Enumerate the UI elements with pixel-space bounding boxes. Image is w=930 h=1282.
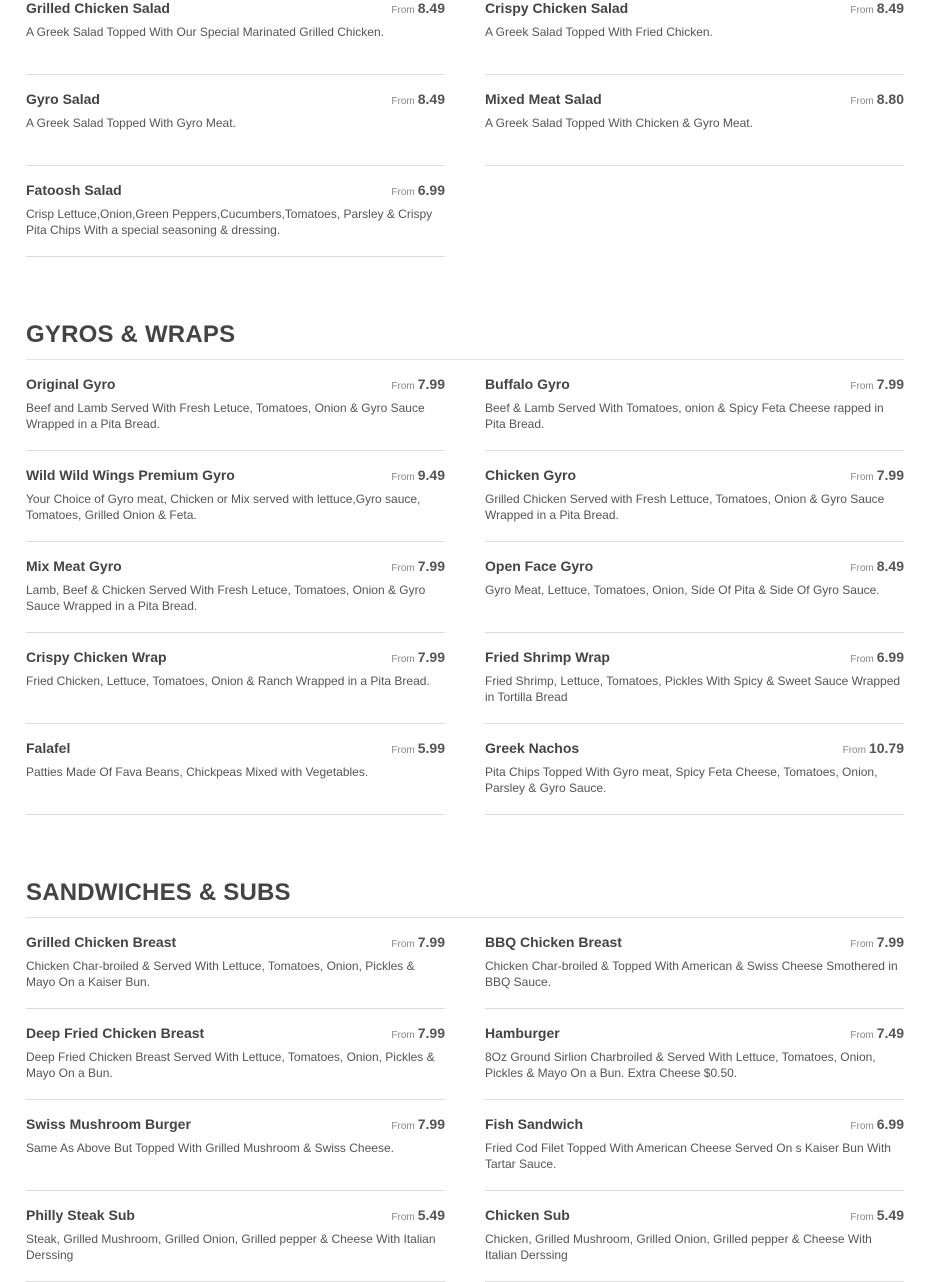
menu-item-name[interactable]: Fatoosh Salad <box>26 182 122 198</box>
menu-item-description: Lamb, Beef & Chicken Served With Fresh Letuce, Tomatoes, Onion & Gyro Sauce Wrapped in a Pita Bread. <box>26 583 426 613</box>
menu-item[interactable] <box>26 360 445 451</box>
price-value: 7.99 <box>417 558 445 574</box>
menu-item[interactable] <box>485 542 904 633</box>
price-from-label: From <box>850 654 874 665</box>
menu-item[interactable] <box>26 724 445 815</box>
menu-item-description: Beef & Lamb Served With Tomatoes, onion & Spicy Feta Cheese rapped in Pita Bread. <box>485 401 884 431</box>
menu-item-description: Crisp Lettuce,Onion,Green Peppers,Cucumbers,Tomatoes, Parsley & Crispy Pita Chips With a special seasoning & dressing. <box>26 207 433 237</box>
menu-item-price <box>391 0 445 19</box>
menu-item-description: Fried Shrimp, Lettuce, Tomatoes, Pickles With Spicy & Sweet Sauce Wrapped in Tortilla Bread <box>485 674 901 704</box>
price-value: 7.99 <box>876 467 904 483</box>
menu-item-name[interactable]: Chicken Gyro <box>485 467 577 483</box>
menu-item-price <box>850 1116 904 1135</box>
menu-item-description: Patties Made Of Fava Beans, Chickpeas Mixed with Vegetables. <box>26 765 369 779</box>
menu-item-name[interactable]: Mixed Meat Salad <box>485 91 602 107</box>
price-value: 8.49 <box>417 0 445 16</box>
menu-item-description: Chicken, Grilled Mushroom, Grilled Onion, Grilled pepper & Cheese With Italian Derssing <box>485 1232 872 1262</box>
section-spacer <box>26 257 904 317</box>
menu-item-description: 8Oz Ground Sirlion Charbroiled & Served With Lettuce, Tomatoes, Onion, Pickles & Mayo On a Bun. Extra Cheese $0.50. <box>485 1050 876 1080</box>
menu-item-price <box>391 376 445 395</box>
menu-item-price <box>391 467 445 486</box>
menu-item[interactable] <box>485 724 904 815</box>
menu-section-gyros <box>26 257 904 815</box>
menu-item[interactable] <box>26 451 445 542</box>
menu-item[interactable] <box>485 1191 904 1282</box>
price-value: 7.99 <box>417 649 445 665</box>
price-from-label: From <box>850 1121 874 1132</box>
price-from-label: From <box>391 1030 415 1041</box>
menu-item-name[interactable]: Fish Sandwich <box>485 1116 584 1132</box>
menu-item-name[interactable]: Hamburger <box>485 1025 560 1041</box>
menu-item-price <box>843 740 904 759</box>
menu-item-description: A Greek Salad Topped With Fried Chicken. <box>485 25 713 39</box>
menu-item-name[interactable]: Chicken Sub <box>485 1207 570 1223</box>
menu-item[interactable] <box>485 451 904 542</box>
menu-item-price <box>850 558 904 577</box>
menu-item[interactable] <box>26 1100 445 1191</box>
menu-item[interactable] <box>485 1009 904 1100</box>
menu-item-grid <box>26 918 904 1282</box>
menu-item-price <box>391 740 445 759</box>
menu-item-name[interactable]: Original Gyro <box>26 376 116 392</box>
menu-item-description: Chicken Char-broiled & Served With Lettuce, Tomatoes, Onion, Pickles & Mayo On a Kaiser Bun. <box>26 959 415 989</box>
menu-item-price <box>850 91 904 110</box>
menu-item-name[interactable]: Philly Steak Sub <box>26 1207 135 1223</box>
price-value: 6.99 <box>876 1116 904 1132</box>
menu-item[interactable] <box>485 75 904 166</box>
price-value: 5.49 <box>417 1207 445 1223</box>
price-value: 8.49 <box>876 558 904 574</box>
menu-item-price <box>850 1025 904 1044</box>
price-value: 6.99 <box>417 182 445 198</box>
price-value: 7.99 <box>417 1116 445 1132</box>
price-from-label: From <box>850 5 874 16</box>
menu-item-price <box>391 649 445 668</box>
menu <box>26 0 904 1282</box>
menu-item[interactable] <box>485 360 904 451</box>
menu-item-name[interactable]: Crispy Chicken Wrap <box>26 649 167 665</box>
price-value: 5.49 <box>876 1207 904 1223</box>
price-value: 10.79 <box>868 740 904 756</box>
menu-item-name[interactable]: Deep Fried Chicken Breast <box>26 1025 205 1041</box>
price-value: 5.99 <box>417 740 445 756</box>
price-from-label: From <box>391 1212 415 1223</box>
price-from-label: From <box>391 939 415 950</box>
price-from-label: From <box>850 96 874 107</box>
menu-item-price <box>850 934 904 953</box>
menu-item-description: Beef and Lamb Served With Fresh Letuce, Tomatoes, Onion & Gyro Sauce Wrapped in a Pita Bread. <box>26 401 425 431</box>
price-value: 7.99 <box>876 376 904 392</box>
menu-item-price <box>850 467 904 486</box>
price-from-label: From <box>850 381 874 392</box>
menu-item-name[interactable]: Mix Meat Gyro <box>26 558 122 574</box>
section-title: GYROS & WRAPS <box>26 317 904 360</box>
menu-section-salads <box>26 0 904 257</box>
price-value: 7.99 <box>876 934 904 950</box>
price-from-label: From <box>850 1212 874 1223</box>
price-from-label: From <box>391 745 415 756</box>
menu-item-description: Steak, Grilled Mushroom, Grilled Onion, Grilled pepper & Cheese With Italian Derssing <box>26 1232 436 1262</box>
menu-item-price <box>850 0 904 19</box>
menu-item-description: Your Choice of Gyro meat, Chicken or Mix served with lettuce,Gyro sauce, Tomatoes, Grilled Onion & Feta. <box>26 492 421 522</box>
menu-item-price <box>391 558 445 577</box>
section-spacer <box>26 815 904 875</box>
price-from-label: From <box>391 381 415 392</box>
menu-item-name[interactable]: Grilled Chicken Breast <box>26 934 177 950</box>
menu-item-price <box>391 934 445 953</box>
price-value: 6.99 <box>876 649 904 665</box>
menu-item-name[interactable]: Wild Wild Wings Premium Gyro <box>26 467 235 483</box>
menu-item-description: Chicken Char-broiled & Topped With American & Swiss Cheese Smothered in BBQ Sauce. <box>485 959 898 989</box>
price-value: 7.99 <box>417 1025 445 1041</box>
price-from-label: From <box>391 187 415 198</box>
menu-item[interactable] <box>485 633 904 724</box>
price-value: 9.49 <box>417 467 445 483</box>
price-from-label: From <box>391 654 415 665</box>
menu-item[interactable] <box>485 1100 904 1191</box>
menu-item-name[interactable]: Gyro Salad <box>26 91 100 107</box>
menu-item-description: Deep Fried Chicken Breast Served With Lettuce, Tomatoes, Onion, Pickles & Mayo On a Bun. <box>26 1050 435 1080</box>
menu-item-name[interactable]: Grilled Chicken Salad <box>26 0 170 16</box>
menu-item-price <box>850 649 904 668</box>
menu-item-name[interactable]: Fried Shrimp Wrap <box>485 649 610 665</box>
menu-section-sandwiches <box>26 815 904 1282</box>
price-from-label: From <box>391 472 415 483</box>
price-from-label: From <box>850 1030 874 1041</box>
menu-item[interactable] <box>26 0 445 75</box>
price-from-label: From <box>391 5 415 16</box>
menu-item-description: A Greek Salad Topped With Our Special Marinated Grilled Chicken. <box>26 25 384 39</box>
menu-item-price <box>850 1207 904 1226</box>
menu-item-name[interactable]: BBQ Chicken Breast <box>485 934 622 950</box>
menu-item-description: Fried Chicken, Lettuce, Tomatoes, Onion & Ranch Wrapped in a Pita Bread. <box>26 674 430 688</box>
menu-item-grid <box>26 0 904 257</box>
price-from-label: From <box>850 563 874 574</box>
price-value: 8.49 <box>417 91 445 107</box>
section-title: SANDWICHES & SUBS <box>26 875 904 918</box>
menu-item-name[interactable]: Buffalo Gyro <box>485 376 570 392</box>
price-from-label: From <box>850 939 874 950</box>
menu-item-grid <box>26 360 904 815</box>
menu-item-name[interactable]: Open Face Gyro <box>485 558 594 574</box>
menu-item-description: A Greek Salad Topped With Chicken & Gyro Meat. <box>485 116 753 130</box>
menu-item-price <box>391 91 445 110</box>
menu-item-description: Gyro Meat, Lettuce, Tomatoes, Onion, Side Of Pita & Side Of Gyro Sauce. <box>485 583 880 597</box>
price-value: 7.49 <box>876 1025 904 1041</box>
menu-item-name[interactable]: Swiss Mushroom Burger <box>26 1116 191 1132</box>
menu-item[interactable] <box>26 1009 445 1100</box>
price-from-label: From <box>850 472 874 483</box>
price-value: 7.99 <box>417 376 445 392</box>
menu-item[interactable] <box>26 1191 445 1282</box>
price-value: 8.49 <box>876 0 904 16</box>
menu-item[interactable] <box>26 542 445 633</box>
price-from-label: From <box>391 1121 415 1132</box>
menu-item-description: Grilled Chicken Served with Fresh Lettuce, Tomatoes, Onion & Gyro Sauce Wrapped in a Pita Bread. <box>485 492 885 522</box>
price-from-label: From <box>842 745 866 756</box>
menu-item-price <box>391 1116 445 1135</box>
price-from-label: From <box>391 96 415 107</box>
menu-item-price <box>391 182 445 201</box>
price-from-label: From <box>391 563 415 574</box>
menu-item-name[interactable]: Crispy Chicken Salad <box>485 0 629 16</box>
menu-item-description: Same As Above But Topped With Grilled Mushroom & Swiss Cheese. <box>26 1141 394 1155</box>
menu-item-price <box>391 1207 445 1226</box>
menu-item[interactable] <box>26 633 445 724</box>
menu-item[interactable] <box>485 0 904 75</box>
menu-item[interactable] <box>26 918 445 1009</box>
menu-item-description: Fried Cod Filet Topped With American Cheese Served On s Kaiser Bun With Tartar Sauce. <box>485 1141 891 1171</box>
menu-item-description: Pita Chips Topped With Gyro meat, Spicy Feta Cheese, Tomatoes, Onion, Parsley & Gyro Sauce. <box>485 765 878 795</box>
menu-item-description: A Greek Salad Topped With Gyro Meat. <box>26 116 236 130</box>
menu-item-price <box>850 376 904 395</box>
menu-item-price <box>391 1025 445 1044</box>
price-value: 8.80 <box>876 91 904 107</box>
price-value: 7.99 <box>417 934 445 950</box>
menu-item[interactable] <box>26 75 445 166</box>
menu-item-name[interactable]: Falafel <box>26 740 71 756</box>
menu-item-name[interactable]: Greek Nachos <box>485 740 580 756</box>
menu-item[interactable] <box>485 918 904 1009</box>
menu-item[interactable] <box>26 166 445 257</box>
